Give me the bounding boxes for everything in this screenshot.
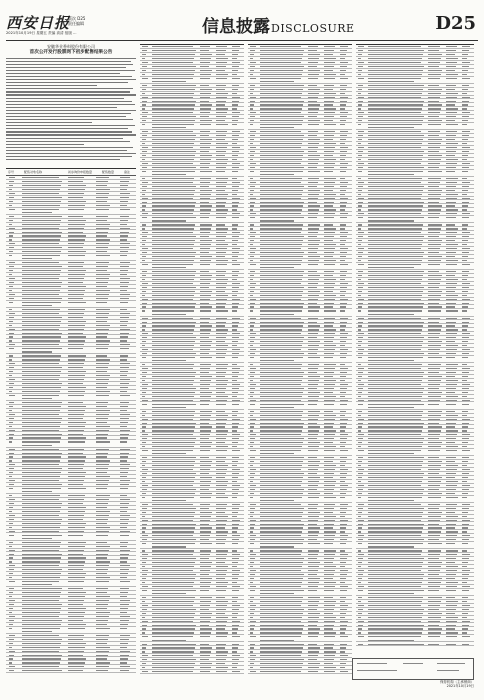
text-line (6, 104, 135, 105)
section-title-en: DISCLOSURE (271, 22, 355, 35)
text-line (6, 82, 128, 83)
table-row (356, 309, 474, 316)
text-line (6, 101, 132, 102)
text-line (6, 64, 133, 65)
table-row (248, 356, 352, 363)
table-row (140, 356, 244, 363)
text-line (6, 79, 136, 80)
table-row (6, 440, 136, 447)
notice-footer (440, 680, 474, 688)
table-row (6, 533, 136, 540)
table-row (248, 542, 352, 549)
footer-date: 2021年10月19日 (446, 684, 474, 688)
text-line (6, 98, 124, 99)
table-row (356, 216, 474, 223)
table-row (356, 402, 474, 409)
text-line (6, 116, 126, 117)
summary-box (352, 658, 474, 680)
text-line (6, 131, 132, 132)
table-row (6, 580, 136, 587)
footer-sponsor: 保荐机构（主承销商） (440, 680, 474, 684)
table-row (140, 309, 244, 316)
table-row (140, 449, 244, 456)
text-line (6, 144, 84, 145)
table-row (6, 347, 136, 354)
table-row (248, 170, 352, 177)
table-row (140, 496, 244, 503)
table-row (140, 402, 244, 409)
text-line (6, 153, 136, 154)
text-line (6, 76, 132, 77)
table-row (248, 263, 352, 270)
table-row (248, 216, 352, 223)
table-row (248, 309, 352, 316)
col-header-qty: 初步询价申报数量 (68, 170, 93, 174)
table-row (6, 394, 136, 401)
table-row (6, 487, 136, 494)
text-line (6, 134, 136, 135)
table-row (6, 208, 136, 215)
allocation-table-2 (140, 44, 244, 679)
table-row (248, 496, 352, 503)
table-row (248, 589, 352, 596)
notice-title: 首次公开发行股票网下初步配售结果公告 (29, 50, 113, 55)
table-row (356, 170, 474, 177)
text-line (6, 94, 136, 95)
text-line (6, 73, 120, 74)
table-row (248, 77, 352, 84)
section-title-zh: 信息披露 (202, 17, 270, 37)
table-row (356, 356, 474, 363)
text-line (6, 128, 128, 129)
text-line (6, 141, 130, 142)
section-title (202, 12, 355, 37)
text-line (6, 91, 130, 92)
text-line (6, 88, 133, 89)
table-row (248, 123, 352, 130)
table-row (140, 635, 244, 642)
text-line (6, 138, 123, 139)
table-row (140, 263, 244, 270)
allocation-table-3 (248, 44, 352, 679)
edition-label: 版次 D25 (68, 16, 86, 21)
notice-body (6, 58, 136, 168)
table-row (140, 216, 244, 223)
table-row (6, 669, 136, 673)
masthead-logo: 西安日报 (6, 14, 71, 32)
text-line (6, 150, 127, 151)
table-header (6, 169, 136, 176)
text-line (6, 67, 126, 68)
text-line (6, 147, 133, 148)
table-row (356, 589, 474, 596)
allocation-table-1 (6, 168, 136, 679)
text-line (6, 70, 135, 71)
table-row (248, 449, 352, 456)
page-number: D25 (435, 13, 476, 34)
table-row (6, 301, 136, 308)
text-line (6, 125, 135, 126)
table-row (356, 542, 474, 549)
header-rule (6, 40, 478, 41)
text-line (6, 61, 131, 62)
table-row (356, 123, 474, 130)
allocation-table-4 (356, 44, 474, 653)
text-line (6, 110, 136, 111)
col-header-no: 序号 (8, 170, 15, 174)
table-row (140, 589, 244, 596)
notice-article (6, 44, 136, 168)
text-line (6, 107, 117, 108)
table-row (356, 449, 474, 456)
table-row (6, 254, 136, 261)
table-row (356, 77, 474, 84)
table-row (356, 496, 474, 503)
table-row (248, 670, 352, 674)
text-line (6, 159, 120, 160)
col-header-alloc: 配售数量 (102, 170, 115, 174)
page-header (6, 12, 478, 38)
table-row (248, 402, 352, 409)
table-row (356, 263, 474, 270)
text-line (6, 122, 92, 123)
text-line (6, 58, 136, 59)
table-row (140, 542, 244, 549)
text-line (6, 113, 131, 114)
table-row (6, 627, 136, 634)
notice-company: 安徽华业香料股份有限公司 (47, 44, 95, 49)
dateline: 2021年10月19日 星期五 责编 高清 组版 ... (6, 31, 77, 35)
edition-info (68, 16, 85, 26)
table-row (140, 123, 244, 130)
text-line (6, 156, 132, 157)
text-line (6, 85, 97, 86)
editor-label: 责任编辑 (68, 21, 84, 26)
table-row (248, 635, 352, 642)
table-row (140, 670, 244, 674)
table-row (356, 635, 474, 642)
text-line (6, 119, 133, 120)
table-row (356, 642, 474, 646)
col-header-note: 备注 (124, 170, 131, 174)
table-row (140, 77, 244, 84)
col-header-name: 配售对象名称 (24, 170, 43, 174)
table-row (140, 170, 244, 177)
